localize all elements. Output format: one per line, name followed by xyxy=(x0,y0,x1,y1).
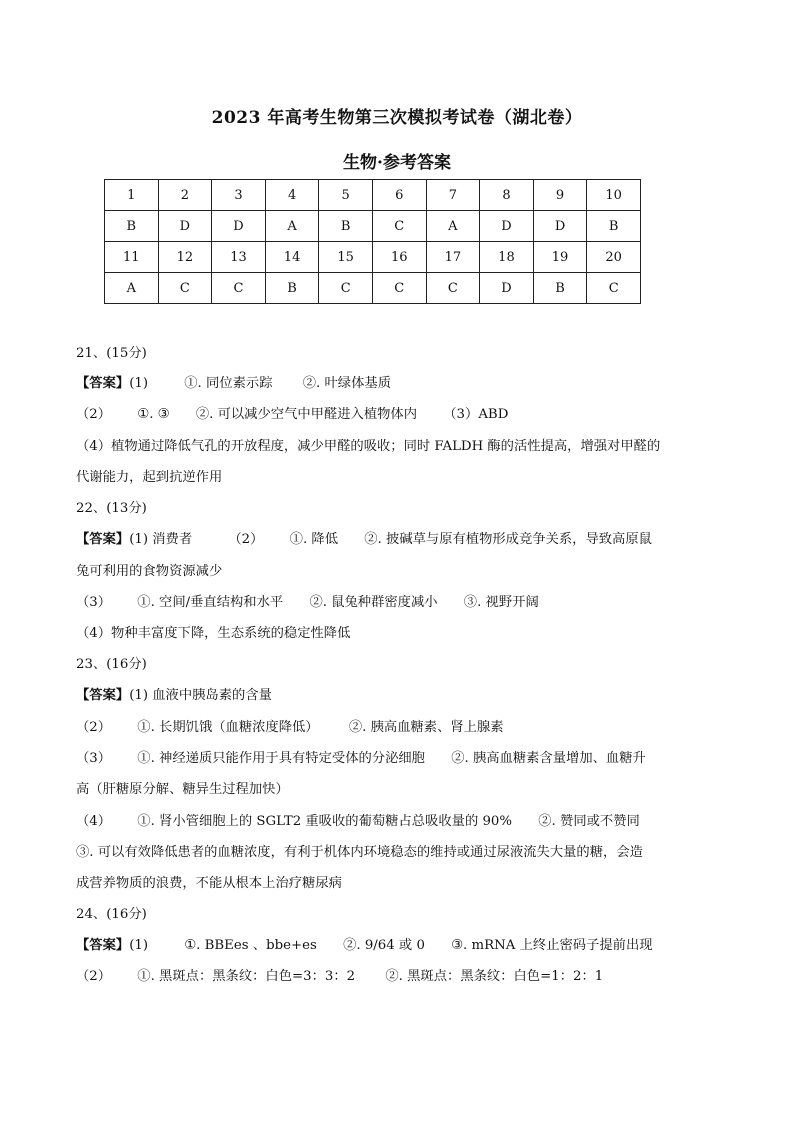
table-cell: B xyxy=(265,273,319,304)
part-label: （2） xyxy=(76,969,112,984)
table-cell: C xyxy=(372,273,426,304)
answer-item: ②. 可以减少空气中甲醛进入植物体内 xyxy=(195,407,418,422)
table-cell: 19 xyxy=(533,242,587,273)
answer-tag: 【答案】 xyxy=(76,532,130,547)
table-cell: C xyxy=(587,273,641,304)
answer-item: ②. 胰高血糖素含量增加、血糖升 xyxy=(451,751,646,766)
answer-table xyxy=(104,179,641,304)
part-label: （2） xyxy=(76,407,112,422)
q22-line-1 xyxy=(76,530,721,550)
table-cell: 14 xyxy=(265,242,319,273)
table-cell: 12 xyxy=(158,242,212,273)
table-cell: D xyxy=(480,211,534,242)
q23-line-2 xyxy=(76,718,721,738)
part-label: （3） xyxy=(76,751,112,766)
table-cell: D xyxy=(480,273,534,304)
q23-line-7: 成营养物质的浪费，不能从根本上治疗糖尿病 xyxy=(76,876,342,891)
table-cell: C xyxy=(372,211,426,242)
answer-item: ②. 鼠兔种群密度减小 xyxy=(309,595,438,610)
table-cell: 6 xyxy=(372,180,426,211)
part-label: (1) 消费者 xyxy=(129,532,193,547)
table-cell: A xyxy=(105,273,159,304)
answer-tag: 【答案】 xyxy=(76,688,130,703)
table-cell: D xyxy=(212,211,266,242)
answer-item: ①. 肾小管细胞上的 SGLT2 重吸收的葡萄糖占总吸收量的 90% xyxy=(137,814,513,829)
part-label: （3） xyxy=(76,595,112,610)
answer-item: ②. 叶绿体基质 xyxy=(302,376,391,391)
table-cell: 9 xyxy=(533,180,587,211)
table-cell: 11 xyxy=(105,242,159,273)
part-label: （4） xyxy=(76,814,112,829)
table-cell: 8 xyxy=(480,180,534,211)
answer-item: ②. 黑斑点：黑条纹：白色=1：2：1 xyxy=(385,969,604,984)
table-row xyxy=(105,180,641,211)
table-cell: 18 xyxy=(480,242,534,273)
answer-item: ①. 降低 xyxy=(289,532,339,547)
answer-tag: 【答案】 xyxy=(76,938,130,953)
table-cell: 16 xyxy=(372,242,426,273)
q21-line-1 xyxy=(76,374,721,394)
document-subtitle: 生物·参考答案 xyxy=(343,153,451,173)
answer-item: （3）ABD xyxy=(443,407,509,422)
table-cell: D xyxy=(158,211,212,242)
answer-item: ②. 9/64 或 0 xyxy=(343,938,425,953)
q24-heading: 24、(16分) xyxy=(76,907,147,922)
table-cell: A xyxy=(265,211,319,242)
q22-heading: 22、(13分) xyxy=(76,501,147,516)
answer-item: ①. BBEes 、bbe+es xyxy=(184,938,317,953)
answer-item: ②. 赞同或不赞同 xyxy=(538,814,640,829)
part-label: (1) 血液中胰岛素的含量 xyxy=(129,688,272,703)
answer-tag: 【答案】 xyxy=(76,376,130,391)
q21-heading: 21、(15分) xyxy=(76,346,147,361)
q23-line-5 xyxy=(76,812,721,832)
part-label: (1) xyxy=(129,938,149,953)
q22-line-3 xyxy=(76,593,721,613)
table-cell: D xyxy=(533,211,587,242)
answer-item: ①. ③ xyxy=(137,407,170,422)
answer-item: ③. 视野开阔 xyxy=(463,595,539,610)
q24-line-1 xyxy=(76,936,721,956)
q21-line-3: （4）植物通过降低气孔的开放程度，减少甲醛的吸收；同时 FALDH 酶的活性提高，增强对甲醛的 xyxy=(76,439,661,454)
answer-item: ②. 披碱草与原有植物形成竞争关系，导致高原鼠 xyxy=(364,532,652,547)
table-cell: 15 xyxy=(319,242,373,273)
answer-item: ①. 神经递质只能作用于具有特定受体的分泌细胞 xyxy=(137,751,425,766)
table-cell: C xyxy=(212,273,266,304)
table-cell: A xyxy=(426,211,480,242)
q21-line-4: 代谢能力，起到抗逆作用 xyxy=(76,470,223,485)
part-label: (1) xyxy=(129,376,149,391)
q23-line-3 xyxy=(76,749,721,769)
table-cell: B xyxy=(319,211,373,242)
table-cell: B xyxy=(533,273,587,304)
table-cell: 4 xyxy=(265,180,319,211)
q23-heading: 23、(16分) xyxy=(76,657,147,672)
table-cell: 20 xyxy=(587,242,641,273)
table-cell: 1 xyxy=(105,180,159,211)
table-cell: 13 xyxy=(212,242,266,273)
table-cell: 3 xyxy=(212,180,266,211)
table-row xyxy=(105,211,641,242)
q22-line-2: 兔可利用的食物资源减少 xyxy=(76,564,223,579)
table-cell: C xyxy=(426,273,480,304)
document-title: 2023 年高考生物第三次模拟考试卷（湖北卷） xyxy=(211,108,583,128)
q23-line-6: ③. 可以有效降低患者的血糖浓度，有利于机体内环境稳态的维持或通过尿液流失大量的糖，会造 xyxy=(76,845,643,860)
table-cell: 5 xyxy=(319,180,373,211)
table-row xyxy=(105,242,641,273)
table-cell: C xyxy=(319,273,373,304)
q24-line-2 xyxy=(76,967,721,987)
table-cell: 2 xyxy=(158,180,212,211)
part-label: （2） xyxy=(76,720,112,735)
answer-item: ①. 长期饥饿（血糖浓度降低） xyxy=(137,720,319,735)
q21-line-2 xyxy=(76,405,721,425)
q23-line-1 xyxy=(76,686,721,706)
answer-item: ①. 空间/垂直结构和水平 xyxy=(137,595,284,610)
table-cell: 17 xyxy=(426,242,480,273)
q22-line-4: （4）物种丰富度下降，生态系统的稳定性降低 xyxy=(76,626,351,641)
q23-line-4: 高（肝糖原分解、糖异生过程加快） xyxy=(76,782,289,797)
table-cell: B xyxy=(105,211,159,242)
table-row xyxy=(105,273,641,304)
table-cell: C xyxy=(158,273,212,304)
answer-item: ③. mRNA 上终止密码子提前出现 xyxy=(451,938,653,953)
table-cell: B xyxy=(587,211,641,242)
table-cell: 7 xyxy=(426,180,480,211)
table-cell: 10 xyxy=(587,180,641,211)
part-label: （2） xyxy=(228,532,264,547)
answer-item: ①. 同位素示踪 xyxy=(184,376,273,391)
answer-item: ①. 黑斑点：黑条纹：白色=3：3：2 xyxy=(137,969,356,984)
answer-item: ②. 胰高血糖素、肾上腺素 xyxy=(348,720,504,735)
